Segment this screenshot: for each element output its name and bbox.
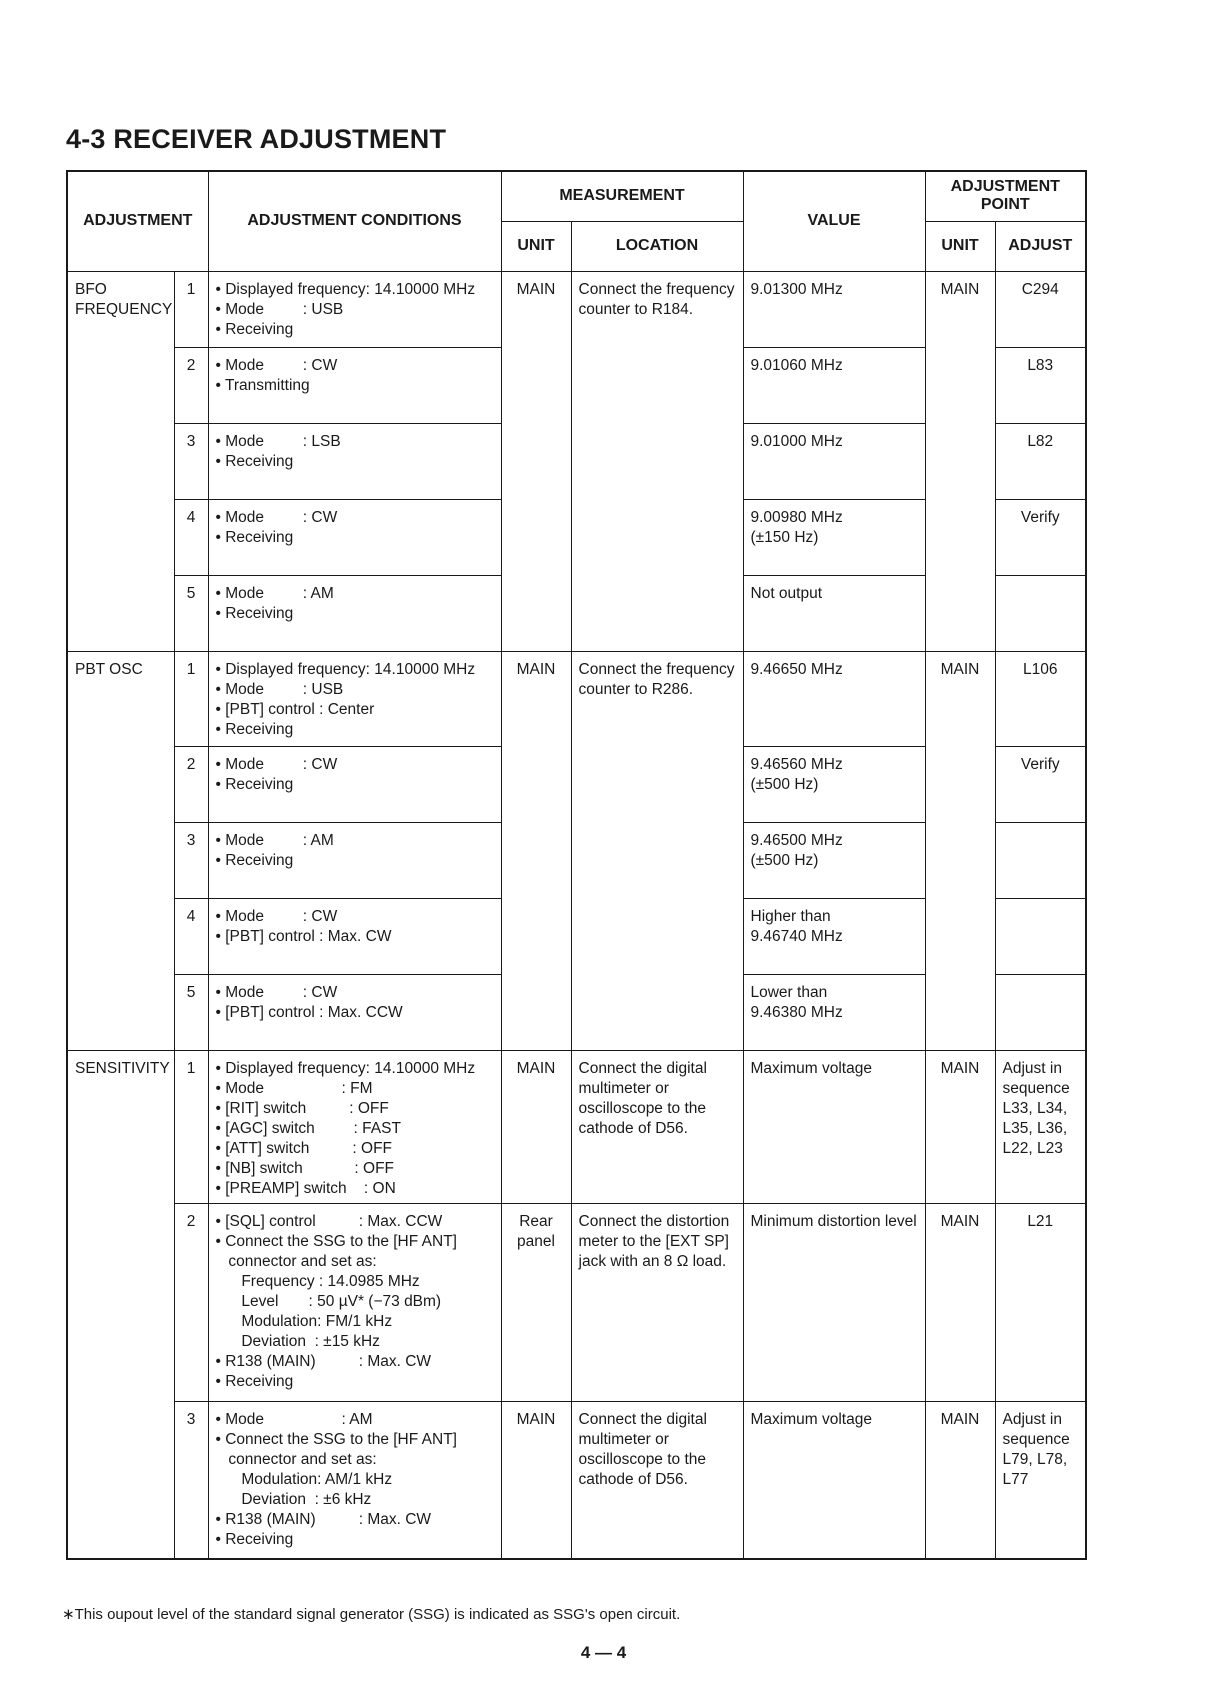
step-number: 5 [174,575,208,651]
ap-unit: MAIN [925,1050,995,1203]
conditions-cell [208,347,501,423]
ap-adjust: L83 [995,347,1086,423]
condition-line: • Receiving [215,604,294,622]
ap-adjust: Verify [995,499,1086,575]
condition-line: 9.46650 MHz [750,660,843,678]
condition-line: • Connect the SSG to the [HF ANT] [215,1232,457,1250]
condition-line: 9.46380 MHz [750,1003,843,1021]
table-row [67,271,1086,347]
condition-line: • Receiving [215,720,294,738]
page-title: 4-3 RECEIVER ADJUSTMENT [66,124,447,154]
step-number: 3 [174,1401,208,1559]
header-value: VALUE [743,171,925,271]
value-cell: Maximum voltage [743,1401,925,1559]
condition-line: Modulation: AM/1 kHz [215,1470,393,1488]
condition-line: (±500 Hz) [750,851,819,869]
condition-line: • Transmitting [215,376,310,394]
measurement-unit: MAIN [501,1401,571,1559]
conditions-cell [208,575,501,651]
step-number: 3 [174,423,208,499]
condition-line: • Mode : FM [215,1079,373,1097]
condition-line: • [AGC] switch : FAST [215,1119,401,1137]
condition-line: • Mode : USB [215,300,344,318]
conditions-cell [208,1203,501,1401]
condition-line: • Receiving [215,1372,294,1390]
condition-line: • [SQL] control : Max. CCW [215,1212,443,1230]
conditions-cell [208,651,501,746]
header-adjustment: ADJUSTMENT [67,171,208,271]
step-number: 3 [174,822,208,898]
ap-adjust: Adjust in sequence L33, L34, L35, L36, L22, L23 [995,1050,1086,1203]
condition-line: • Mode : AM [215,584,334,602]
header-conditions: ADJUSTMENT CONDITIONS [208,171,501,271]
condition-line: connector and set as: [215,1252,377,1270]
condition-line: • [PBT] control : Center [215,700,375,718]
condition-line: • Mode : CW [215,356,338,374]
ap-adjust [995,974,1086,1050]
condition-line: Modulation: FM/1 kHz [215,1312,393,1330]
ap-adjust [995,822,1086,898]
step-number: 2 [174,1203,208,1401]
receiver-adjustment-table [66,170,1087,1560]
ap-adjust: L106 [995,651,1086,746]
condition-line: 9.46500 MHz [750,831,843,849]
condition-line: • Receiving [215,320,294,338]
measurement-unit: MAIN [501,1050,571,1203]
condition-line: Not output [750,584,823,602]
measurement-unit: Rear panel [501,1203,571,1401]
header-ap-adjust: ADJUST [995,221,1086,271]
condition-line: • [RIT] switch : OFF [215,1099,389,1117]
ap-adjust: C294 [995,271,1086,347]
condition-line: Deviation : ±6 kHz [215,1490,372,1508]
measurement-location: Connect the frequency counter to R286. [571,651,743,1050]
measurement-location: Connect the digital multimeter or oscilloscope to the cathode of D56. [571,1401,743,1559]
value-cell [743,651,925,746]
step-number: 4 [174,499,208,575]
table-row [67,651,1086,746]
condition-line: • R138 (MAIN) : Max. CW [215,1352,432,1370]
page-number: 4 — 4 [580,1643,627,1662]
pbt-section [67,651,1086,1050]
condition-line: • R138 (MAIN) : Max. CW [215,1510,432,1528]
header-measurement-unit: UNIT [501,221,571,271]
condition-line: 9.00980 MHz [750,508,843,526]
value-cell: Minimum distortion level [743,1203,925,1401]
step-number: 2 [174,347,208,423]
condition-line: Deviation : ±15 kHz [215,1332,380,1350]
condition-line: 9.01300 MHz [750,280,843,298]
step-number: 2 [174,746,208,822]
ap-adjust [995,898,1086,974]
condition-line: • Mode : CW [215,508,338,526]
measurement-location: Connect the frequency counter to R184. [571,271,743,651]
condition-line: • Mode : USB [215,680,344,698]
bfo-section [67,271,1086,651]
condition-line: • Mode : CW [215,755,338,773]
condition-line: • Mode : AM [215,831,334,849]
adjustment-name: SENSITIVITY [67,1050,174,1559]
condition-line: 9.01060 MHz [750,356,843,374]
condition-line: • [PREAMP] switch : ON [215,1179,396,1197]
step-number: 5 [174,974,208,1050]
value-cell [743,746,925,822]
condition-line: • [PBT] control : Max. CCW [215,1003,403,1021]
footnote: ∗This oupout level of the standard signal generator (SSG) is indicated as SSG's open circuit. [62,1606,681,1623]
condition-line: • Mode : AM [215,1410,373,1428]
conditions-cell [208,1050,501,1203]
condition-line: Level : 50 µV* (−73 dBm) [215,1292,442,1310]
condition-line: • Receiving [215,851,294,869]
condition-line: 9.46740 MHz [750,927,843,945]
conditions-cell [208,1401,501,1559]
condition-line: • Receiving [215,1530,294,1548]
condition-line: Lower than [750,983,828,1001]
ap-adjust [995,575,1086,651]
conditions-cell [208,746,501,822]
value-cell: Maximum voltage [743,1050,925,1203]
value-cell [743,271,925,347]
condition-line: • Receiving [215,775,294,793]
condition-line: • [ATT] switch : OFF [215,1139,393,1157]
sensitivity-section [67,1050,1086,1559]
condition-line: • Mode : CW [215,907,338,925]
step-number: 1 [174,271,208,347]
measurement-unit: MAIN [501,271,571,651]
conditions-cell [208,898,501,974]
condition-line: • Mode : CW [215,983,338,1001]
step-number: 4 [174,898,208,974]
header-adjustment-point: ADJUSTMENT POINT [925,171,1086,221]
conditions-cell [208,271,501,347]
condition-line: connector and set as: [215,1450,377,1468]
value-cell [743,974,925,1050]
condition-line: • Displayed frequency: 14.10000 MHz [215,1059,476,1077]
condition-line: • [PBT] control : Max. CW [215,927,392,945]
condition-line: • Mode : LSB [215,432,341,450]
adjustment-name: PBT OSC [67,651,174,1050]
header-measurement-location: LOCATION [571,221,743,271]
header-measurement: MEASUREMENT [501,171,743,221]
condition-line: • Displayed frequency: 14.10000 MHz [215,660,476,678]
value-cell [743,347,925,423]
measurement-unit: MAIN [501,651,571,1050]
conditions-cell [208,499,501,575]
condition-line: (±500 Hz) [750,775,819,793]
ap-adjust: L21 [995,1203,1086,1401]
condition-line: • Receiving [215,528,294,546]
ap-adjust: L82 [995,423,1086,499]
measurement-location: Connect the distortion meter to the [EXT SP] jack with an 8 Ω load. [571,1203,743,1401]
ap-unit: MAIN [925,1401,995,1559]
condition-line: • Connect the SSG to the [HF ANT] [215,1430,457,1448]
ap-unit: MAIN [925,271,995,651]
value-cell [743,423,925,499]
table-row [67,1203,1086,1401]
value-cell [743,822,925,898]
condition-line: • Receiving [215,452,294,470]
ap-unit: MAIN [925,1203,995,1401]
header-ap-unit: UNIT [925,221,995,271]
ap-unit: MAIN [925,651,995,1050]
value-cell [743,898,925,974]
condition-line: • [NB] switch : OFF [215,1159,395,1177]
ap-adjust: Verify [995,746,1086,822]
conditions-cell [208,974,501,1050]
conditions-cell [208,423,501,499]
ap-adjust: Adjust in sequence L79, L78, L77 [995,1401,1086,1559]
conditions-cell [208,822,501,898]
condition-line: • Displayed frequency: 14.10000 MHz [215,280,476,298]
condition-line: 9.01000 MHz [750,432,843,450]
table-row [67,1050,1086,1203]
value-cell [743,575,925,651]
measurement-location: Connect the digital multimeter or oscilloscope to the cathode of D56. [571,1050,743,1203]
condition-line: 9.46560 MHz [750,755,843,773]
condition-line: Frequency : 14.0985 MHz [215,1272,420,1290]
adjustment-name: BFO FREQUENCY [67,271,174,651]
step-number: 1 [174,1050,208,1203]
step-number: 1 [174,651,208,746]
table-row [67,1401,1086,1559]
condition-line: Higher than [750,907,831,925]
condition-line: (±150 Hz) [750,528,819,546]
value-cell [743,499,925,575]
